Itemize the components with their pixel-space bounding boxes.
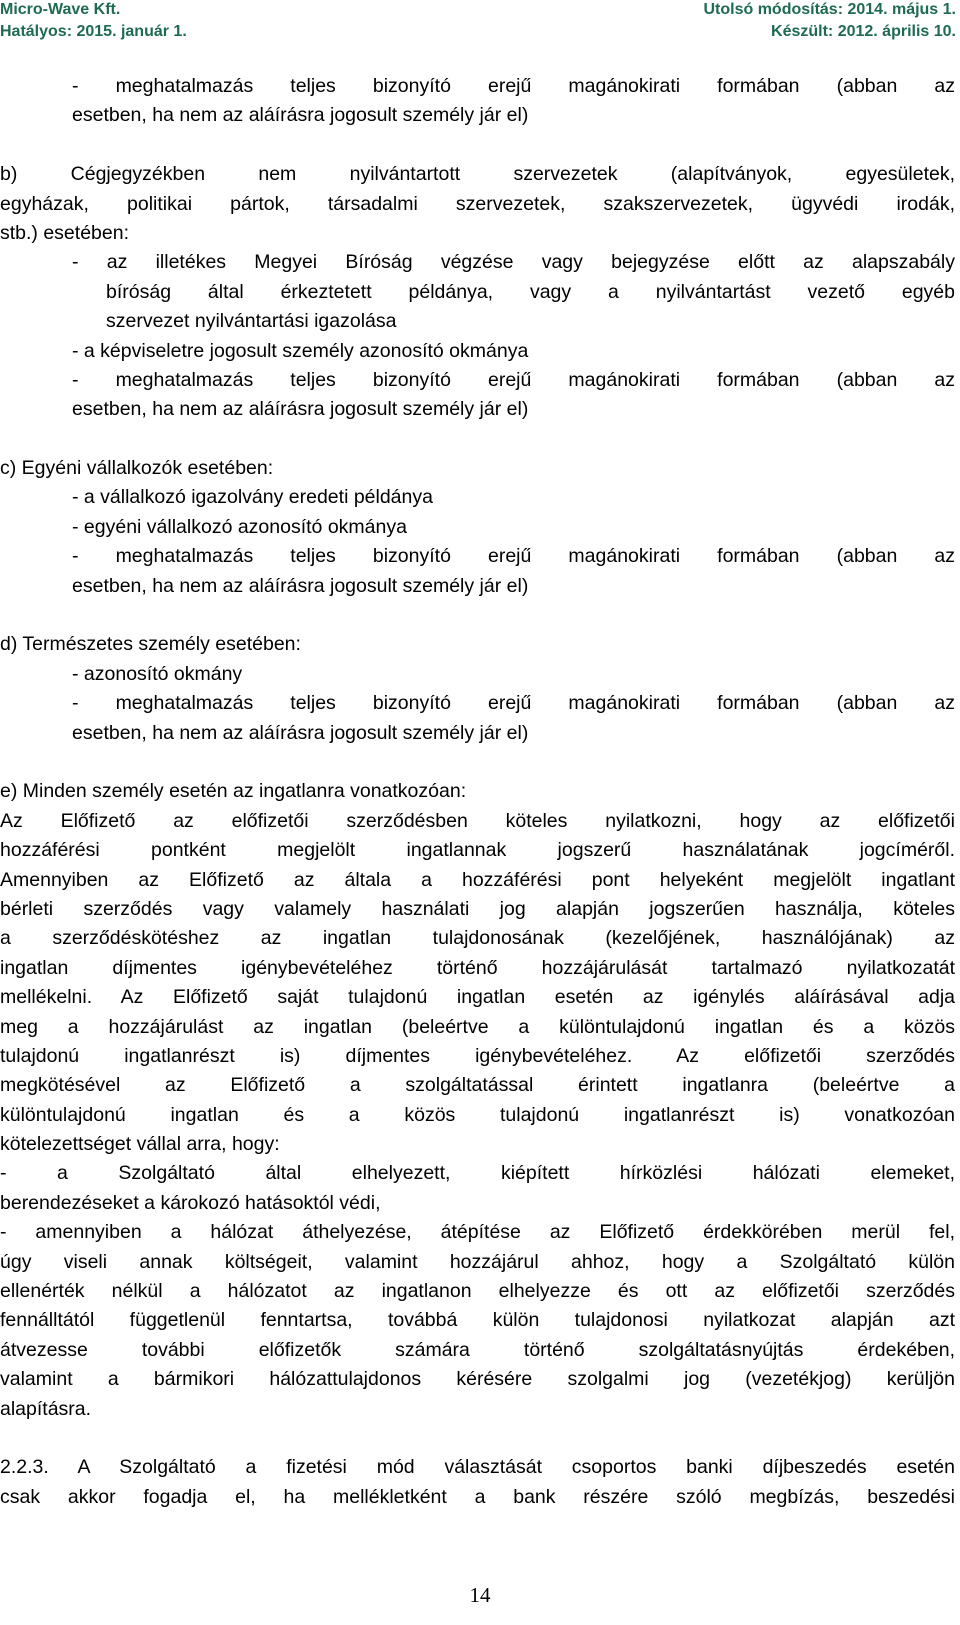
text-line: - azonosító okmány — [72, 662, 243, 685]
text-line: Az Előfizető az előfizetői szerződésben köteles nyilatkozni, hogy az előfizetői — [0, 809, 955, 832]
text-line: bíróság által érkeztetett példánya, vagy a nyilvántartást vezető egyéb — [106, 280, 955, 303]
text-line: stb.) esetében: — [0, 221, 129, 244]
text-line: esetben, ha nem az aláírásra jogosult személy jár el) — [72, 574, 529, 597]
text-line: átvezesse további előfizetők számára történő szolgáltatásnyújtás érdekében, — [0, 1338, 955, 1361]
text-line: különtulajdonú ingatlan és a közös tulajdonú ingatlanrészt is) vonatkozóan — [0, 1103, 955, 1126]
company-name: Micro-Wave Kft. — [0, 1, 121, 18]
header-row-2 — [0, 22, 960, 42]
text-line: valamint a bármikori hálózattulajdonos kérésére szolgalmi jog (vezetékjog) kerüljön — [0, 1368, 955, 1391]
created-date: Készült: 2012. április 10. — [771, 23, 956, 40]
last-modified-date: Utolsó módosítás: 2014. május 1. — [703, 1, 956, 18]
text-line: b) Cégjegyzékben nem nyilvántartott szervezetek (alapítványok, egyesületek, — [0, 163, 955, 186]
text-line: meg a hozzájárulást az ingatlan (beleértve a különtulajdonú ingatlan és a közös — [0, 1015, 955, 1038]
text-line: e) Minden személy esetén az ingatlanra vonatkozóan: — [0, 780, 467, 803]
text-line: d) Természetes személy esetében: — [0, 633, 301, 656]
text-line: Amennyiben az Előfizető az általa a hozzáférési pont helyeként megjelölt ingatlant — [0, 868, 955, 891]
blank-line — [0, 425, 955, 454]
text-line: esetben, ha nem az aláírásra jogosult személy jár el) — [72, 104, 529, 127]
text-line: - meghatalmazás teljes bizonyító erejű magánokirati formában (abban az — [72, 75, 955, 97]
text-line: - meghatalmazás teljes bizonyító erejű magánokirati formában (abban az — [72, 692, 955, 715]
text-line: csak akkor fogadja el, ha mellékletként a bank részére szóló megbízás, beszedési — [0, 1485, 955, 1508]
text-line: - a vállalkozó igazolvány eredeti példánya — [72, 486, 433, 509]
text-line: hozzáférési pontként megjelölt ingatlannak jogszerű használatának jogcíméről. — [0, 839, 955, 862]
text-line: bérleti szerződés vagy valamely használati jog alapján jogszerűen használja, köteles — [0, 897, 955, 920]
text-line: mellékelni. Az Előfizető saját tulajdonú ingatlan esetén az igénylés aláírásával adja — [0, 986, 955, 1009]
text-line: a szerződéskötéshez az ingatlan tulajdonosának (kezelőjének, használójának) az — [0, 927, 955, 950]
text-line: c) Egyéni vállalkozók esetében: — [0, 457, 274, 480]
text-line: - egyéni vállalkozó azonosító okmánya — [72, 515, 407, 538]
text-line: úgy viseli annak költségeit, valamint hozzájárul ahhoz, hogy a Szolgáltató külön — [0, 1250, 955, 1273]
text-line: ellenérték nélkül a hálózatot az ingatlanon elhelyezze és ott az előfizetői szerződés — [0, 1280, 955, 1303]
blank-line — [0, 131, 955, 160]
text-line: - meghatalmazás teljes bizonyító erejű magánokirati formában (abban az — [72, 368, 955, 391]
text-line: - meghatalmazás teljes bizonyító erejű magánokirati formában (abban az — [72, 545, 955, 568]
text-line: - az illetékes Megyei Bíróság végzése vagy bejegyzése előtt az alapszabály — [72, 251, 955, 274]
text-line: ingatlan díjmentes igénybevételéhez történő hozzájárulását tartalmazó nyilatkozatát — [0, 956, 955, 979]
text-line: esetben, ha nem az aláírásra jogosult személy jár el) — [72, 721, 529, 744]
text-line: - a képviseletre jogosult személy azonosító okmánya — [72, 339, 529, 362]
text-line: szervezet nyilvántartási igazolása — [106, 310, 397, 333]
blank-line — [0, 1424, 955, 1453]
text-line: egyházak, politikai pártok, társadalmi szervezetek, szakszervezetek, ügyvédi irodák, — [0, 192, 955, 215]
page-number: 14 — [469, 1583, 491, 1607]
page-header — [0, 0, 960, 44]
text-line: esetben, ha nem az aláírásra jogosult személy jár el) — [72, 398, 529, 421]
blank-line — [0, 601, 955, 630]
text-line: kötelezettséget vállal arra, hogy: — [0, 1133, 280, 1156]
text-line: alapításra. — [0, 1397, 92, 1420]
text-line: fennálltától függetlenül fenntartsa, továbbá külön tulajdonosi nyilatkozat alapján azt — [0, 1309, 955, 1332]
text-line: megkötésével az Előfizető a szolgáltatással érintett ingatlanra (beleértve a — [0, 1074, 955, 1097]
document-body — [0, 72, 955, 1512]
effective-date: Hatályos: 2015. január 1. — [0, 23, 187, 40]
text-line: - a Szolgáltató által elhelyezett, kiépített hírközlési hálózati elemeket, — [0, 1162, 955, 1185]
text-line: tulajdonú ingatlanrészt is) díjmentes igénybevételéhez. Az előfizetői szerződés — [0, 1044, 955, 1067]
header-row-1 — [0, 0, 960, 20]
text-line: 2.2.3. A Szolgáltató a fizetési mód választását csoportos banki díjbeszedés esetén — [0, 1456, 955, 1479]
blank-line — [0, 748, 955, 777]
text-line: berendezéseket a károkozó hatásoktól védi, — [0, 1191, 381, 1214]
text-line: - amennyiben a hálózat áthelyezése, átépítése az Előfizető érdekkörében merül fel, — [0, 1221, 955, 1244]
